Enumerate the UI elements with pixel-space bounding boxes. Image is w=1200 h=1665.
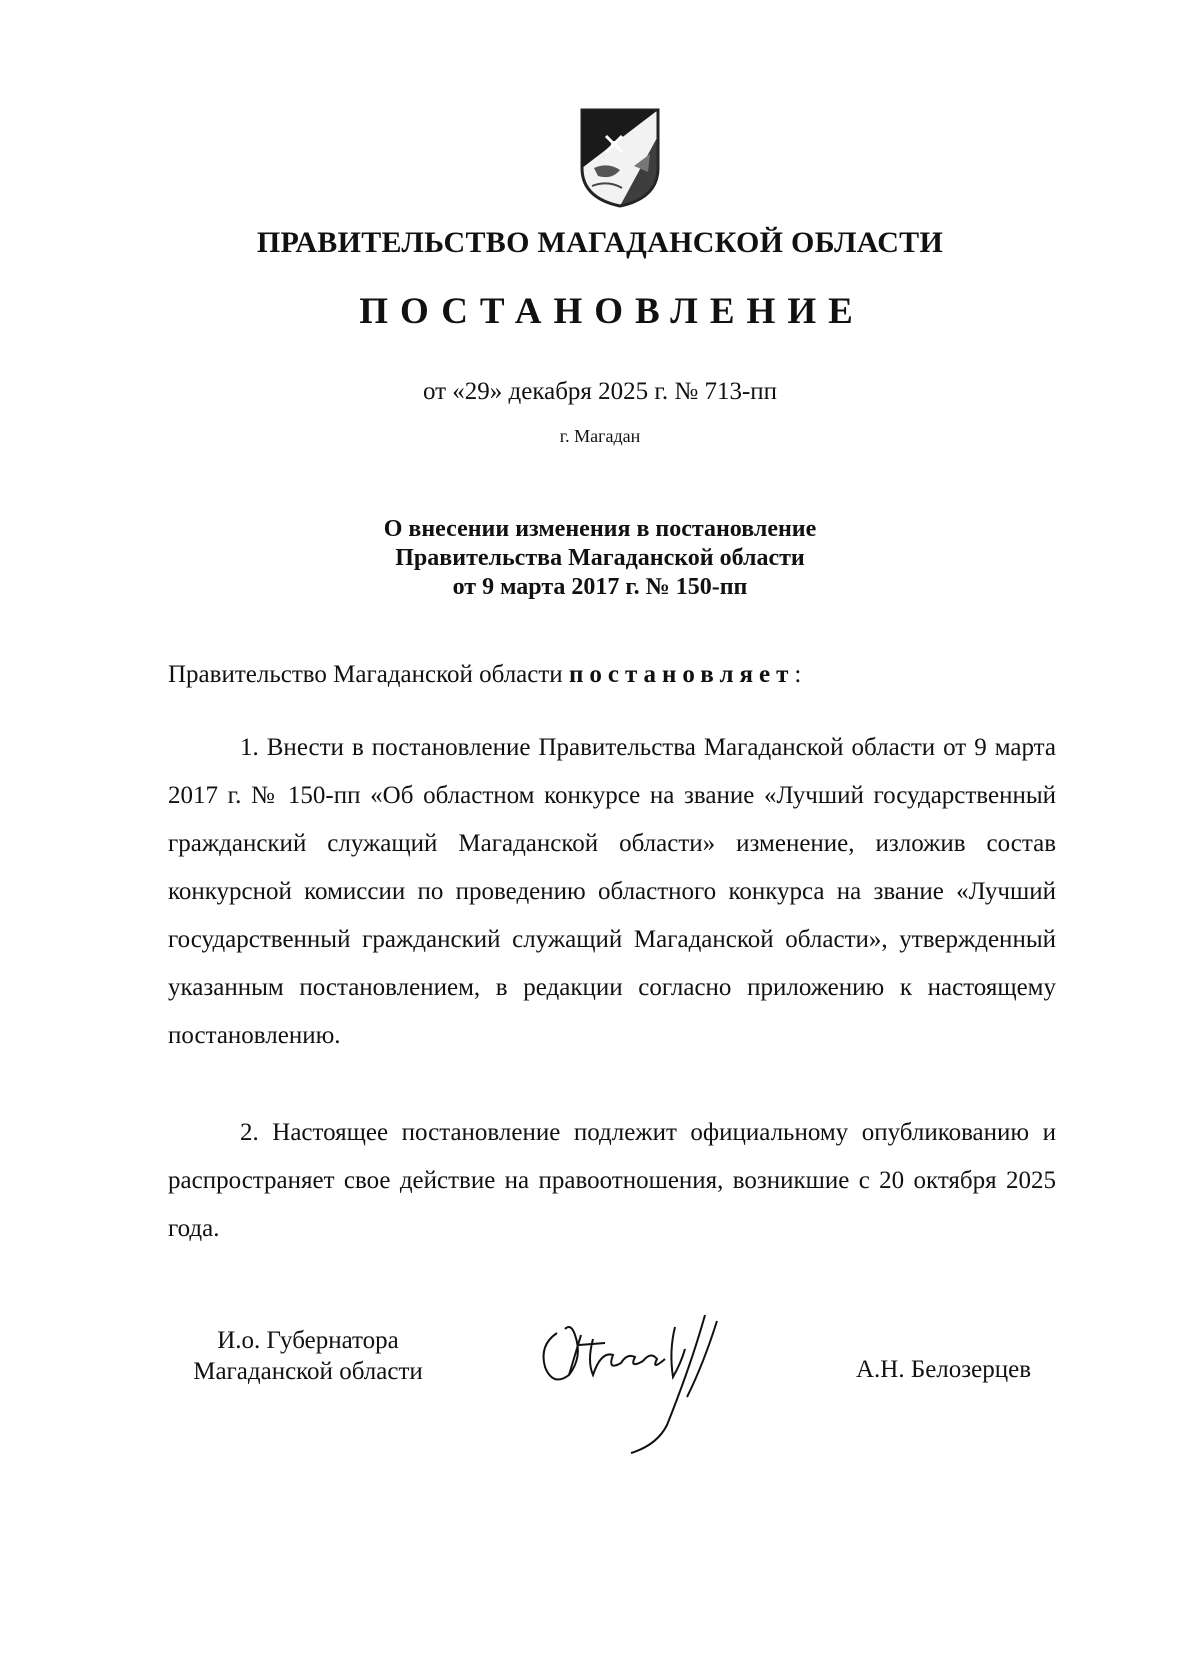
paragraph-2: 2. Настоящее постановление подлежит официальному опубликованию и распространяет свое действие на правоотношения, возникшие с 20 октября 2025 года. (168, 1119, 1056, 1242)
document-subject (0, 515, 1200, 602)
signer-name: А.Н. Белозерцев (856, 1356, 1032, 1383)
paragraph-1: 1. Внести в постановление Правительства Магаданской области от 9 марта 2017 г. № 150-пп «Об областном конкурсе на звание «Лучший государственный гражданский служащий Магаданской области» изменение, изложив состав конкурсной комиссии по проведению областного конкурса на звание «Лучший государственный гражданский служащий Магаданской области», утвержденный указанным постановлением, в редакции согласно приложению к настоящему постановлению. (168, 734, 1056, 1049)
subject-line: Правительства Магаданской области (395, 545, 805, 571)
subject-line: от 9 марта 2017 г. № 150-пп (452, 574, 748, 600)
handwritten-signature (535, 1305, 745, 1455)
preamble-verb: постановляет (568, 661, 795, 688)
signer-position-line: Магаданской области (193, 1358, 423, 1385)
preamble-lead: Правительство Магаданской области (168, 661, 569, 688)
document-city: г. Магадан (559, 426, 641, 446)
preamble-end: : (794, 661, 802, 688)
subject-line: О внесении изменения в постановление (383, 516, 817, 542)
preamble (168, 651, 1056, 699)
document-date-number: от «29» декабря 2025 г. № 713-пп (422, 378, 778, 405)
document-type: ПОСТАНОВЛЕНИЕ (359, 291, 865, 332)
signer-position-line: И.о. Губернатора (217, 1327, 399, 1354)
government-title: ПРАВИТЕЛЬСТВО МАГАДАНСКОЙ ОБЛАСТИ (256, 226, 944, 259)
signer-position (168, 1325, 448, 1387)
magadan-region-coat-of-arms-icon (578, 106, 662, 208)
